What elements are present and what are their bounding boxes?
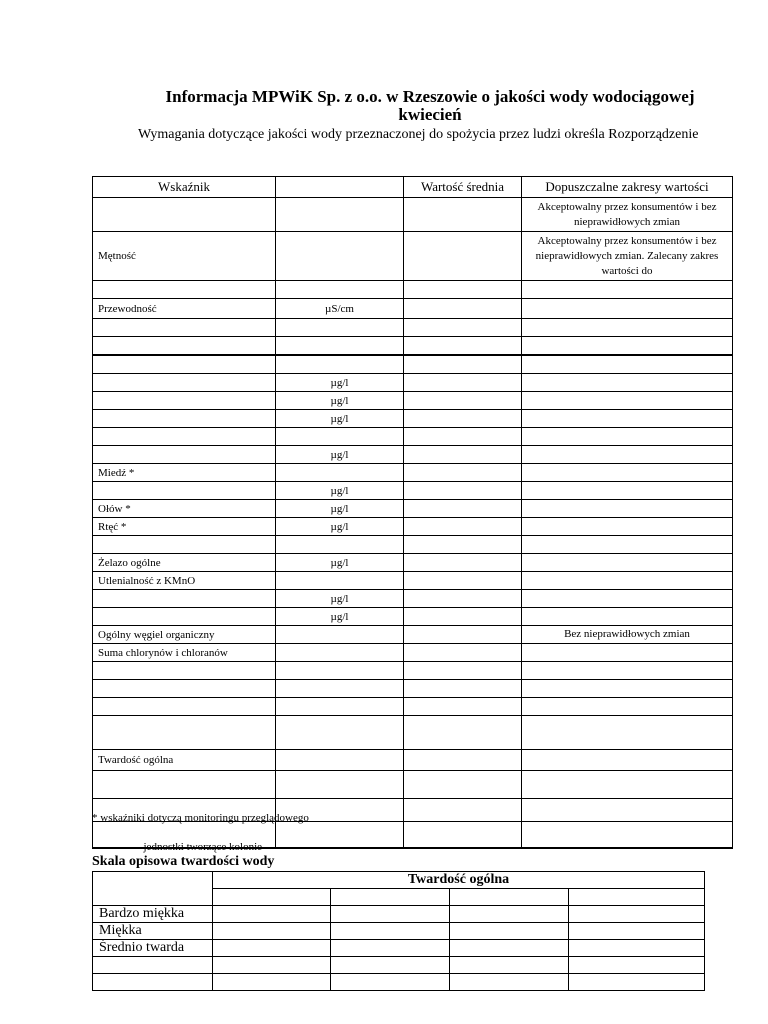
indicator-cell: Utlenialność z KMnO bbox=[93, 572, 276, 590]
average-cell bbox=[404, 518, 522, 536]
limits-cell bbox=[522, 799, 733, 822]
scale-value-cell bbox=[450, 906, 569, 923]
limits-cell bbox=[522, 572, 733, 590]
limits-cell bbox=[522, 410, 733, 428]
average-cell bbox=[404, 626, 522, 644]
indicator-cell bbox=[93, 482, 276, 500]
scale-label-cell bbox=[93, 957, 213, 974]
unit-cell: µg/l bbox=[276, 482, 404, 500]
scale-value-cell bbox=[569, 957, 705, 974]
limits-cell bbox=[522, 554, 733, 572]
regulation-intro: Wymagania dotyczące jakości wody przeznaczonej do spożycia przez ludzi określa Rozporządzenie bbox=[138, 127, 699, 142]
scale-value-cell bbox=[569, 923, 705, 940]
unit-cell bbox=[276, 822, 404, 849]
limits-cell bbox=[522, 374, 733, 392]
unit-cell bbox=[276, 464, 404, 482]
unit-cell bbox=[276, 232, 404, 281]
table-row bbox=[93, 590, 733, 608]
table-header-row bbox=[93, 177, 733, 198]
header-average: Wartość średnia bbox=[404, 177, 522, 198]
scale-value-cell bbox=[331, 889, 450, 906]
limits-cell bbox=[522, 464, 733, 482]
header-unit bbox=[276, 177, 404, 198]
scale-value-cell bbox=[569, 940, 705, 957]
table-row bbox=[93, 698, 733, 716]
indicator-cell bbox=[93, 608, 276, 626]
scale-row bbox=[93, 923, 705, 940]
scale-label-cell: Bardzo miękka bbox=[93, 906, 213, 923]
average-cell bbox=[404, 464, 522, 482]
indicator-cell: Ołów * bbox=[93, 500, 276, 518]
document-title: Informacja MPWiK Sp. z o.o. w Rzeszowie o jakości wody wodociągowej bbox=[165, 87, 695, 106]
scale-value-cell bbox=[331, 940, 450, 957]
average-cell bbox=[404, 319, 522, 337]
table-row bbox=[93, 536, 733, 554]
average-cell bbox=[404, 500, 522, 518]
average-cell bbox=[404, 662, 522, 680]
table-row bbox=[93, 446, 733, 464]
scale-value-cell bbox=[331, 923, 450, 940]
scale-value-cell bbox=[213, 923, 331, 940]
table-body bbox=[93, 198, 733, 849]
indicator-cell: Żelazo ogólne bbox=[93, 554, 276, 572]
unit-cell: µg/l bbox=[276, 374, 404, 392]
limits-cell bbox=[522, 392, 733, 410]
unit-cell: µg/l bbox=[276, 392, 404, 410]
scale-label-cell bbox=[93, 974, 213, 991]
table-row bbox=[93, 608, 733, 626]
unit-cell bbox=[276, 662, 404, 680]
average-cell bbox=[404, 644, 522, 662]
indicator-cell bbox=[93, 374, 276, 392]
average-cell bbox=[404, 680, 522, 698]
table-row bbox=[93, 554, 733, 572]
limits-cell bbox=[522, 716, 733, 750]
scale-value-cell bbox=[569, 906, 705, 923]
unit-cell: µg/l bbox=[276, 446, 404, 464]
average-cell bbox=[404, 572, 522, 590]
scale-value-cell bbox=[331, 974, 450, 991]
scale-label-cell: Średnio twarda bbox=[93, 940, 213, 957]
table-row bbox=[93, 410, 733, 428]
average-cell bbox=[404, 198, 522, 232]
scale-row bbox=[93, 957, 705, 974]
unit-cell: µg/l bbox=[276, 500, 404, 518]
limits-cell bbox=[522, 698, 733, 716]
average-cell bbox=[404, 799, 522, 822]
table-row bbox=[93, 374, 733, 392]
indicator-cell bbox=[93, 446, 276, 464]
average-cell bbox=[404, 716, 522, 750]
limits-cell bbox=[522, 822, 733, 849]
unit-cell bbox=[276, 337, 404, 356]
unit-cell bbox=[276, 428, 404, 446]
indicator-cell bbox=[93, 662, 276, 680]
unit-cell bbox=[276, 572, 404, 590]
indicator-cell: Miedź * bbox=[93, 464, 276, 482]
average-cell bbox=[404, 536, 522, 554]
unit-cell bbox=[276, 698, 404, 716]
limits-cell bbox=[522, 750, 733, 771]
indicator-cell bbox=[93, 680, 276, 698]
table-row bbox=[93, 337, 733, 356]
table-row bbox=[93, 680, 733, 698]
footnote-units: –jednostki tworzące kolonie bbox=[138, 841, 263, 853]
scale-corner-cell bbox=[93, 872, 213, 906]
average-cell bbox=[404, 750, 522, 771]
table-row bbox=[93, 198, 733, 232]
table-row bbox=[93, 518, 733, 536]
table-row bbox=[93, 319, 733, 337]
scale-value-cell bbox=[450, 957, 569, 974]
indicator-cell bbox=[93, 281, 276, 299]
table-row bbox=[93, 281, 733, 299]
unit-cell: µg/l bbox=[276, 518, 404, 536]
average-cell bbox=[404, 232, 522, 281]
scale-header-row bbox=[93, 872, 705, 889]
scale-row bbox=[93, 906, 705, 923]
scale-value-cell bbox=[450, 889, 569, 906]
scale-header-cell: Twardość ogólna bbox=[213, 872, 705, 889]
limits-cell bbox=[522, 482, 733, 500]
scale-value-cell bbox=[450, 923, 569, 940]
scale-value-cell bbox=[331, 906, 450, 923]
indicator-cell bbox=[93, 771, 276, 799]
hardness-scale-title: Skala opisowa twardości wody bbox=[92, 854, 275, 869]
average-cell bbox=[404, 446, 522, 464]
average-cell bbox=[404, 299, 522, 319]
limits-cell bbox=[522, 428, 733, 446]
table-row bbox=[93, 716, 733, 750]
unit-cell bbox=[276, 319, 404, 337]
scale-label-cell: Miękka bbox=[93, 923, 213, 940]
limits-cell bbox=[522, 446, 733, 464]
unit-cell: µg/l bbox=[276, 554, 404, 572]
indicator-cell: Przewodność bbox=[93, 299, 276, 319]
indicator-cell bbox=[93, 716, 276, 750]
indicator-cell bbox=[93, 337, 276, 356]
indicator-cell bbox=[93, 392, 276, 410]
scale-value-cell bbox=[450, 974, 569, 991]
unit-cell bbox=[276, 281, 404, 299]
limits-cell bbox=[522, 337, 733, 356]
average-cell bbox=[404, 392, 522, 410]
average-cell bbox=[404, 482, 522, 500]
average-cell bbox=[404, 822, 522, 849]
unit-cell bbox=[276, 771, 404, 799]
scale-value-cell bbox=[213, 906, 331, 923]
footnote-monitoring: * wskaźniki dotyczą monitoringu przeglądowego bbox=[92, 812, 309, 824]
average-cell bbox=[404, 590, 522, 608]
hardness-scale-body bbox=[93, 872, 705, 991]
indicator-cell bbox=[93, 319, 276, 337]
indicator-cell bbox=[93, 698, 276, 716]
indicator-cell bbox=[93, 428, 276, 446]
unit-cell bbox=[276, 716, 404, 750]
scale-value-cell bbox=[450, 940, 569, 957]
unit-cell: µg/l bbox=[276, 410, 404, 428]
scale-row bbox=[93, 974, 705, 991]
average-cell bbox=[404, 608, 522, 626]
limits-cell: Akceptowalny przez konsumentów i bez nieprawidłowych zmian. Zalecany zakres wartości do bbox=[522, 232, 733, 281]
unit-cell bbox=[276, 198, 404, 232]
indicator-cell bbox=[93, 355, 276, 374]
average-cell bbox=[404, 355, 522, 374]
limits-cell bbox=[522, 536, 733, 554]
table-row bbox=[93, 662, 733, 680]
table-row bbox=[93, 482, 733, 500]
water-quality-table bbox=[92, 176, 733, 849]
unit-cell bbox=[276, 750, 404, 771]
indicator-cell bbox=[93, 590, 276, 608]
indicator-cell: Mętność bbox=[93, 232, 276, 281]
limits-cell bbox=[522, 319, 733, 337]
limits-cell bbox=[522, 355, 733, 374]
unit-cell bbox=[276, 644, 404, 662]
unit-cell bbox=[276, 680, 404, 698]
limits-cell: Bez nieprawidłowych zmian bbox=[522, 626, 733, 644]
limits-cell bbox=[522, 644, 733, 662]
limits-cell bbox=[522, 662, 733, 680]
table-row bbox=[93, 644, 733, 662]
hardness-scale-table bbox=[92, 871, 705, 991]
indicator-cell: Suma chlorynów i chloranów bbox=[93, 644, 276, 662]
average-cell bbox=[404, 374, 522, 392]
limits-cell bbox=[522, 608, 733, 626]
table-row bbox=[93, 572, 733, 590]
table-row bbox=[93, 355, 733, 374]
table-row bbox=[93, 299, 733, 319]
indicator-cell: Rtęć * bbox=[93, 518, 276, 536]
average-cell bbox=[404, 698, 522, 716]
table-row bbox=[93, 750, 733, 771]
table-row bbox=[93, 500, 733, 518]
limits-cell bbox=[522, 281, 733, 299]
table-row bbox=[93, 626, 733, 644]
indicator-cell: Ogólny węgiel organiczny bbox=[93, 626, 276, 644]
average-cell bbox=[404, 281, 522, 299]
average-cell bbox=[404, 554, 522, 572]
scale-value-cell bbox=[213, 889, 331, 906]
document-month: kwiecień bbox=[398, 105, 462, 124]
scale-row bbox=[93, 940, 705, 957]
limits-cell: Akceptowalny przez konsumentów i bez nieprawidłowych zmian bbox=[522, 198, 733, 232]
scale-value-cell bbox=[213, 940, 331, 957]
unit-cell bbox=[276, 355, 404, 374]
table-row bbox=[93, 428, 733, 446]
limits-cell bbox=[522, 518, 733, 536]
scale-value-cell bbox=[213, 974, 331, 991]
scale-value-cell bbox=[569, 974, 705, 991]
limits-cell bbox=[522, 771, 733, 799]
average-cell bbox=[404, 428, 522, 446]
scale-value-cell bbox=[213, 957, 331, 974]
scale-value-cell bbox=[331, 957, 450, 974]
unit-cell: µg/l bbox=[276, 590, 404, 608]
average-cell bbox=[404, 410, 522, 428]
limits-cell bbox=[522, 500, 733, 518]
scale-value-cell bbox=[569, 889, 705, 906]
indicator-cell bbox=[93, 198, 276, 232]
unit-cell: µg/l bbox=[276, 608, 404, 626]
header-indicator: Wskaźnik bbox=[93, 177, 276, 198]
table-row bbox=[93, 771, 733, 799]
indicator-cell bbox=[93, 410, 276, 428]
indicator-cell: Twardość ogólna bbox=[93, 750, 276, 771]
indicator-cell bbox=[93, 536, 276, 554]
limits-cell bbox=[522, 590, 733, 608]
table-row bbox=[93, 232, 733, 281]
limits-cell bbox=[522, 299, 733, 319]
table-row bbox=[93, 392, 733, 410]
average-cell bbox=[404, 337, 522, 356]
table-row bbox=[93, 464, 733, 482]
unit-cell: µS/cm bbox=[276, 299, 404, 319]
header-limits: Dopuszczalne zakresy wartości bbox=[522, 177, 733, 198]
unit-cell bbox=[276, 536, 404, 554]
limits-cell bbox=[522, 680, 733, 698]
average-cell bbox=[404, 771, 522, 799]
unit-cell bbox=[276, 626, 404, 644]
